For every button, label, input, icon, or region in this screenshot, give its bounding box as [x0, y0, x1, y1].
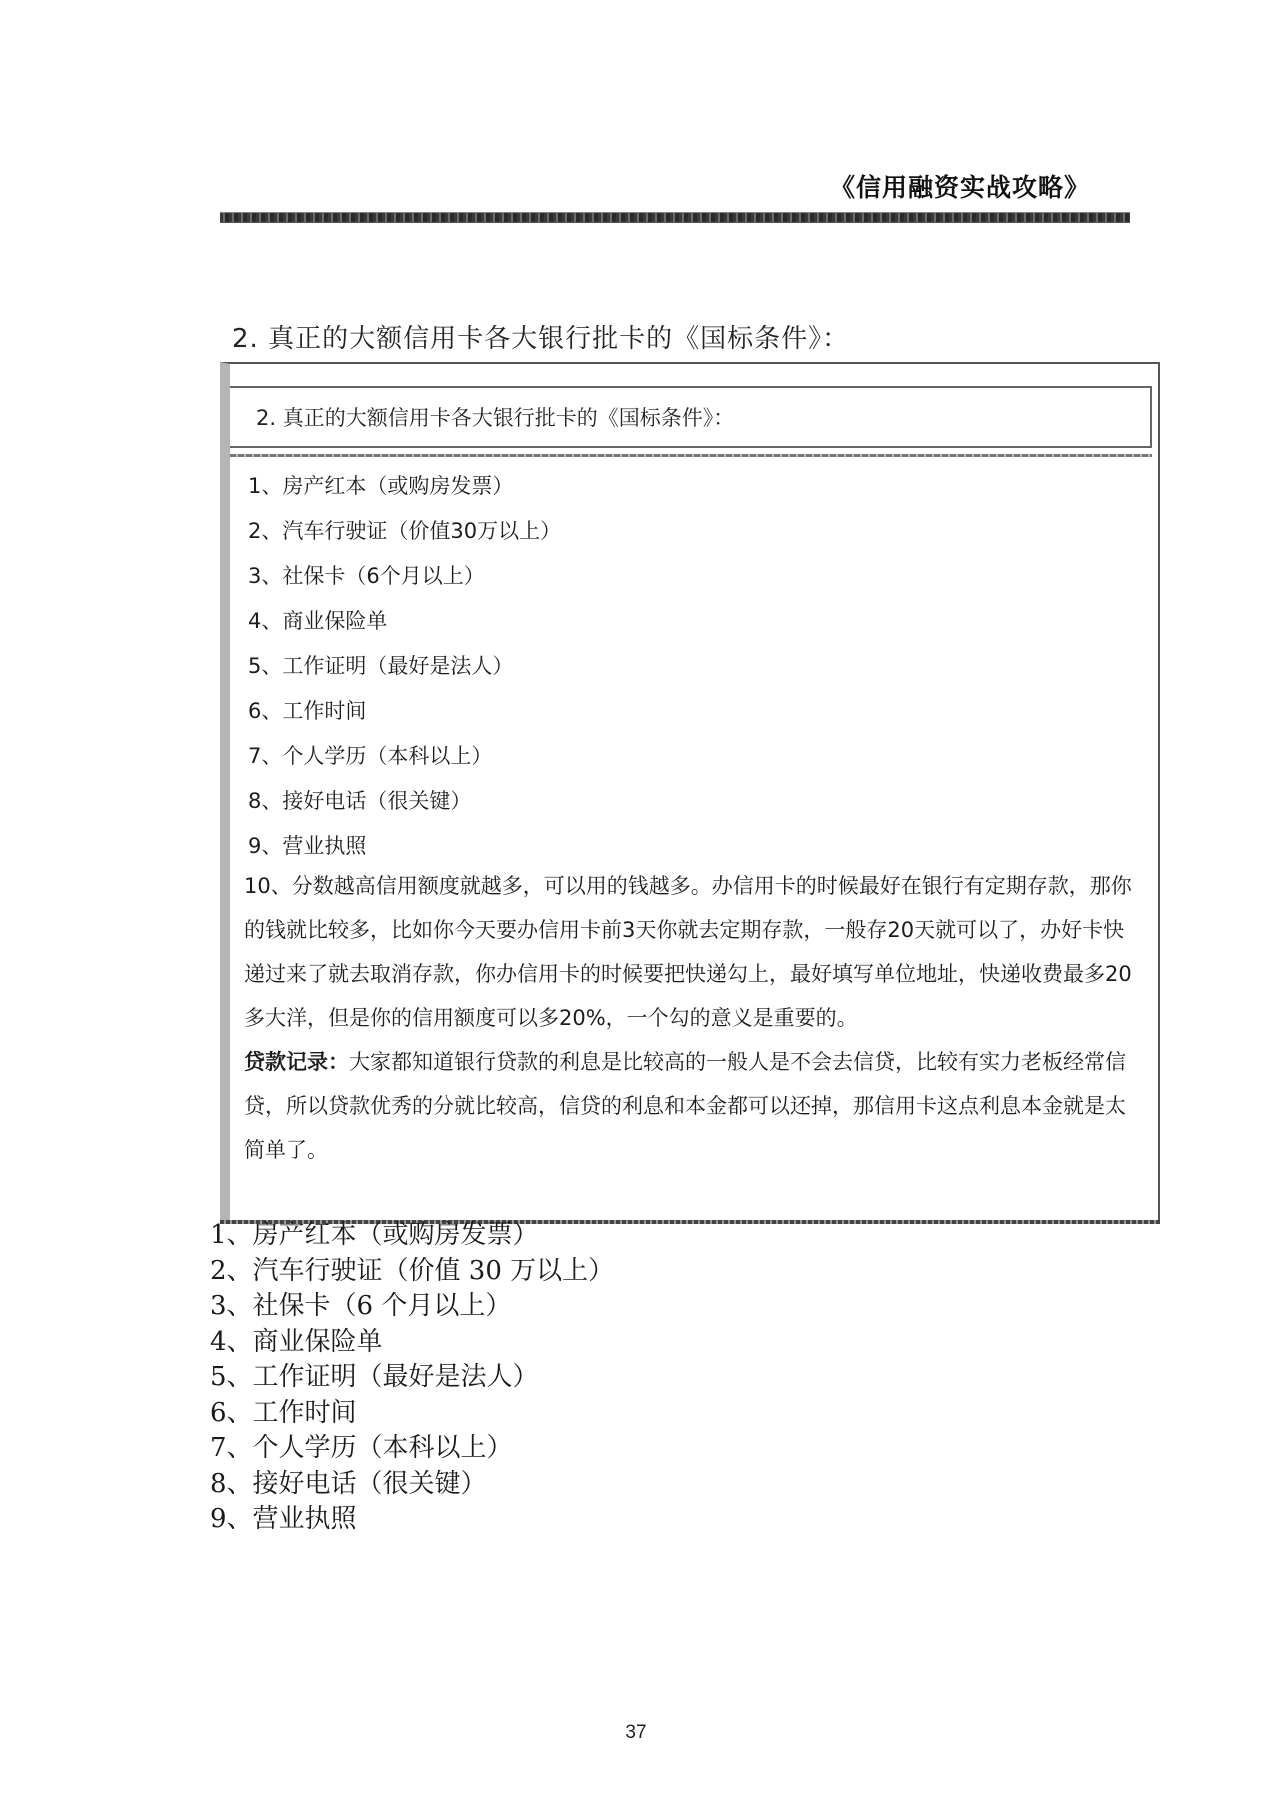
- list-item: 3、社保卡（6个月以上）: [248, 564, 485, 588]
- list-item: 1、房产红本（或购房发票）: [210, 1220, 539, 1250]
- list-item: 4、商业保险单: [248, 609, 388, 633]
- list-item: 4、商业保险单: [210, 1326, 383, 1357]
- screenshot-separator: [230, 454, 1152, 457]
- screenshot-conditions-list: [248, 464, 1148, 869]
- header-rule: [220, 212, 1130, 223]
- list-item: 8、接好电话（很关键）: [248, 789, 472, 813]
- list-item: 6、工作时间: [210, 1397, 357, 1428]
- conditions-list: [210, 1218, 614, 1538]
- list-item: 5、工作证明（最好是法人）: [210, 1362, 539, 1392]
- list-item: 9、营业执照: [248, 834, 367, 858]
- loan-record-paragraph: [244, 1040, 1144, 1172]
- list-item: 5、工作证明（最好是法人）: [248, 654, 514, 678]
- page-header: [220, 168, 1130, 228]
- page-number: 37: [625, 1722, 647, 1743]
- list-item: 2、汽车行驶证（价值30万以上）: [248, 519, 562, 543]
- list-item: 2、汽车行驶证（价值 30 万以上）: [210, 1255, 615, 1286]
- screenshot-heading: 2. 真正的大额信用卡各大银行批卡的《国标条件》：: [256, 406, 735, 430]
- embedded-screenshot: [220, 362, 1160, 1222]
- list-item: 7、个人学历（本科以上）: [248, 744, 493, 768]
- list-item: 3、社保卡（6 个月以上）: [210, 1291, 512, 1321]
- screenshot-heading-row: [230, 386, 1152, 448]
- credit-score-paragraph: 10、分数越高信用额度就越多，可以用的钱越多。办信用卡的时候最好在银行有定期存款，那你的钱就比较多，比如你今天要办信用卡前3天你就去定期存款，一般存20天就可以了，办好卡快递过来了就去取消存款，你办信用卡的时候要把快递勾上，最好填写单位地址，快递收费最多20多大洋，但是你的信用额度可以多20%，一个勾的意义是重要的。: [244, 874, 1132, 1030]
- list-item: 7、个人学历（本科以上）: [210, 1433, 513, 1463]
- section-heading: 2. 真正的大额信用卡各大银行批卡的《国标条件》：: [232, 324, 850, 354]
- list-item: 9、营业执照: [210, 1504, 357, 1534]
- header-title: 《信用融资实战攻略》: [829, 173, 1090, 202]
- loan-record-label: 贷款记录：: [244, 1050, 349, 1074]
- list-item: 6、工作时间: [248, 699, 367, 723]
- loan-record-text: 大家都知道银行贷款的利息是比较高的一般人是不会去信贷，比较有实力老板经常信贷，所以贷款优秀的分就比较高，信贷的利息和本金都可以还掉，那信用卡这点利息本金就是太简单了。: [244, 1050, 1126, 1162]
- list-item: 8、接好电话（很关键）: [210, 1468, 487, 1499]
- list-item: 1、房产红本（或购房发票）: [248, 474, 514, 498]
